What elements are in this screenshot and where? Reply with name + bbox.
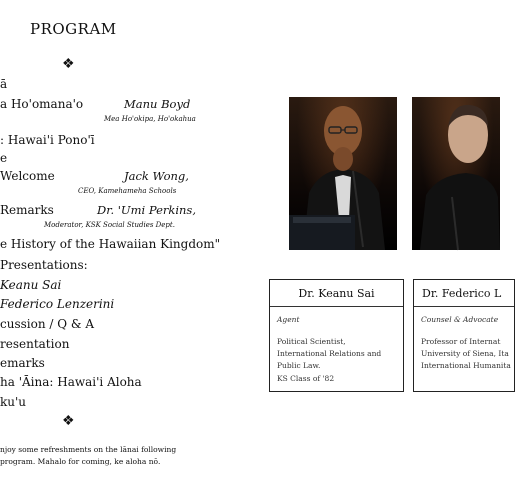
program-line: Federico Lenzerini [0, 297, 115, 311]
program-line-presenter: Manu Boyd [124, 97, 191, 111]
speaker-card-federico-lenzerini [413, 279, 515, 392]
program-line: emarks [0, 356, 45, 370]
ornament-icon: ❖ [62, 413, 75, 429]
program-line: e [0, 151, 8, 165]
speaker-description: Professor of Internat University of Siena, Ita International Humanita [421, 337, 511, 370]
program-line: Welcome [0, 169, 55, 183]
program-line: Remarks [0, 203, 54, 217]
card-divider [414, 306, 514, 307]
speaker-photo-keanu-sai [289, 97, 397, 250]
program-line-subtitle: Moderator, KSK Social Studies Dept. [44, 221, 175, 229]
program-line-subtitle: CEO, Kamehameha Schools [78, 187, 177, 195]
speaker-role: Agent [277, 315, 300, 324]
ornament-icon: ❖ [62, 56, 75, 72]
card-divider [270, 306, 403, 307]
speaker-description: Political Scientist, International Relations and Public Law. [277, 337, 382, 370]
speaker-name: Dr. Federico L [422, 287, 502, 300]
person-silhouette-icon [412, 97, 500, 250]
speaker-role: Counsel & Advocate [421, 315, 499, 324]
program-line: a Ho'omana'o [0, 97, 84, 111]
speaker-name: Dr. Keanu Sai [298, 287, 375, 300]
program-line-presenter: Dr. 'Umi Perkins, [97, 203, 196, 217]
program-line: Presentations: [0, 258, 88, 272]
person-silhouette-icon [289, 97, 397, 250]
program-title: PROGRAM [30, 20, 117, 38]
speaker-photo-federico-lenzerini [412, 97, 500, 250]
program-line: cussion / Q & A [0, 317, 95, 331]
program-line: ku'u [0, 395, 27, 409]
closing-note: njoy some refreshments on the lānai following program. Mahalo for coming, ke aloha nō. [0, 445, 177, 466]
program-line: e History of the Hawaiian Kingdom" [0, 237, 221, 251]
program-line: ha 'Āina: Hawai'i Aloha [0, 375, 142, 389]
program-line-subtitle: Mea Ho'okipa, Ho'okahua [104, 115, 196, 123]
speaker-class: KS Class of '82 [277, 374, 335, 383]
program-line: Keanu Sai [0, 278, 62, 292]
program-line: : Hawai'i Pono'ī [0, 133, 95, 147]
program-line: ā [0, 77, 8, 91]
program-line-presenter: Jack Wong, [124, 169, 189, 183]
speaker-card-keanu-sai [269, 279, 404, 392]
program-line: resentation [0, 337, 70, 351]
